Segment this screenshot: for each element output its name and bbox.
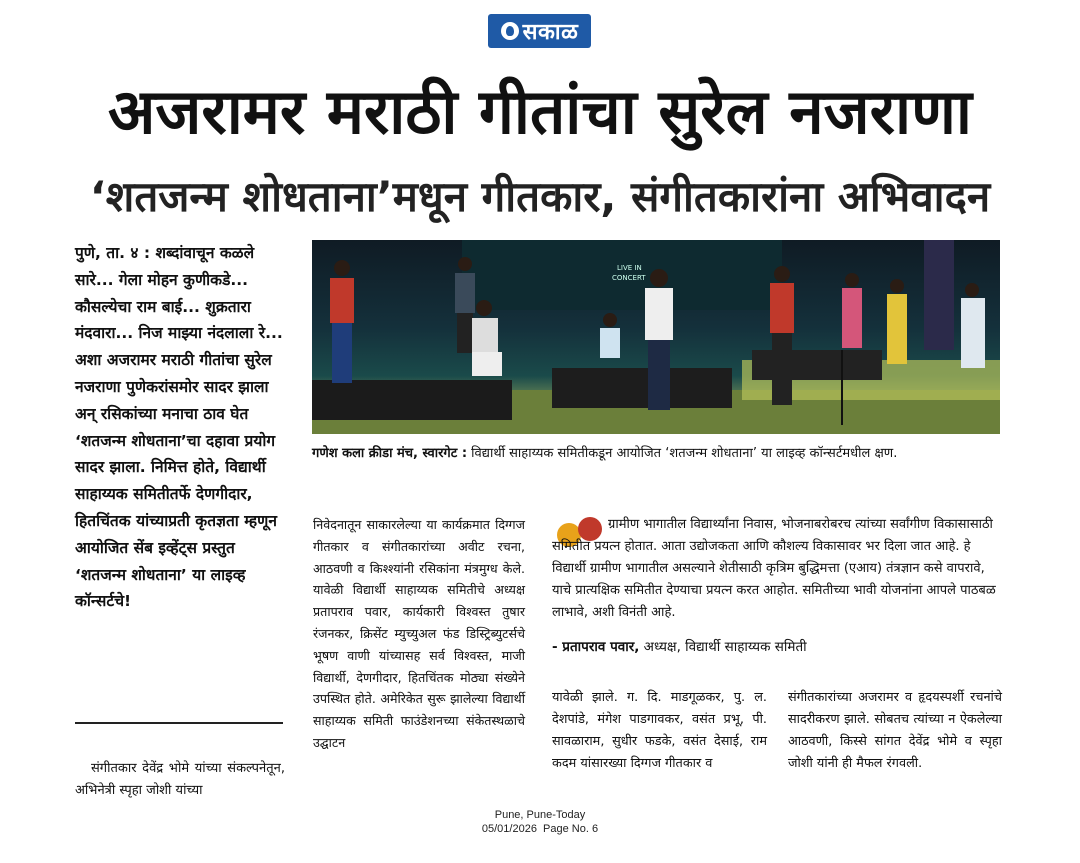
screen-text-1: LIVE IN (617, 264, 642, 272)
logo-text: सकाळ (522, 20, 579, 45)
quote-text-block (552, 514, 1002, 624)
performer-violinist (330, 260, 354, 383)
performer-singer-right (770, 266, 794, 405)
performer-tabla (472, 300, 502, 376)
headline: अजरामर मराठी गीतांचा सुरेल नजराणा (108, 75, 972, 148)
quote-text: ग्रामीण भागातील विद्यार्थ्यांना निवास, भोजनाबरोबरच त्यांच्या सर्वांगीण विकासासाठी समितीत प्रयत्न होतात. आता उद्योजकता आणि कौशल्य विकासावर भर दिला जात आहे. हे विद्यार्थी ग्रामीण भागातील असल्याने शेतीसाठी कृत्रिम बुद्धिमत्ता (एआय) तंत्रज्ञान कसे वापरावे, याचे प्रात्यक्षिक समितीत देण्याचा प्रयत्न करत आहोत. समितीच्या भावी योजनांना आपले पाठबळ लाभावे, अशी विनंती आहे. (552, 517, 996, 620)
side-banner (924, 240, 954, 350)
quote-attribution-role: अध्यक्ष, विद्यार्थी साहाय्यक समिती (639, 639, 807, 655)
sakal-logo (488, 14, 591, 48)
screen-text-2: CONCERT (612, 274, 646, 282)
caption-text: विद्यार्थी साहाय्यक समितीकडून आयोजित ‘शतजन्म शोधताना’ या लाइव्ह कॉन्सर्टमधील क्षण. (467, 446, 898, 461)
footer-edition: Pune, Pune-Today (494, 809, 586, 821)
riser-center (552, 368, 732, 408)
lead-paragraph: पुणे, ता. ४ : शब्दांवाचून कळले सारे... गेला मोहन कुणीकडे... कौसल्येचा राम बाई... शुक्रतारा मंदवारा... निज माझ्या नंदलाला रे... अशा अजरामर मराठी गीतांचा सुरेल नजराणा पुणेकरांसमोर सादर झाला अन् रसिकांच्या मनाचा ठाव घेत ‘शतजन्म शोधताना’चा दहावा प्रयोग सादर झाला. निमित्त होते, विद्यार्थी साहाय्यक समितीतर्फे देणगीदार, हितचिंतक यांच्याप्रती कृतज्ञता म्हणून आयोजित सेंब इव्हेंट्स प्रस्तुत ‘शतजन्म शोधताना’ या लाइव्ह कॉन्सर्टचे! (75, 244, 283, 611)
column2-text: निवेदनातून साकारलेल्या या कार्यक्रमात दिग्गज गीतकार व संगीतकारांच्या अवीट रचना, आठवणी व किश्श्यांनी रसिकांना मंत्रमुग्ध केले. यावेळी विद्यार्थी साहाय्यक समितीचे अध्यक्ष प्रतापराव पवार, कार्यकारी विश्वस्त तुषार रंजनकर, क्रिसेंट म्युच्युअल फंड डिस्ट्रिब्युटर्सचे भूषण वाणी यांच्यासह सर्व विश्वस्त, माजी विद्यार्थी, देणगीदार, हितचिंतक मोठ्या संख्येने उपस्थित होते. अमेरिकेत सुरू झालेल्या विद्यार्थी साहाय्यक समिती फाउंडेशनच्या संकेतस्थळाचे उद्घाटन (313, 517, 525, 750)
quote-attribution-name: - प्रतापराव पवार, (552, 639, 640, 655)
riser-right (752, 350, 882, 380)
caption-location: गणेश कला क्रीडा मंच, स्वारगेट : (312, 446, 468, 461)
column3-text: यावेळी झाले. ग. दि. माडगूळकर, पु. ल. देशपांडे, मंगेश पाडगावकर, वसंत प्रभू, पी. सावळाराम, सुधीर फडके, वसंत देसाई, राम कदम यांसारख्या दिग्गज गीतकार व (552, 690, 767, 771)
lead-divider (75, 722, 283, 724)
footer-date-page: 05/01/2026 Page No. 6 (481, 823, 599, 835)
subheadline: ‘शतजन्म शोधताना’मधून गीतकार, संगीतकारांना अभिवादन (89, 172, 991, 221)
sakal-seal-icon (501, 22, 519, 40)
column4-text: संगीतकारांच्या अजरामर व हृदयस्पर्शी रचनांचे सादरीकरण झाले. सोबतच त्यांच्या न ऐकलेल्या आठवणी, किस्से सांगत देवेंद्र भोमे व स्पृहा जोशी यांनी ही मैफल रंगवली. (788, 690, 1002, 771)
concert-photo (312, 240, 1000, 434)
riser-left (312, 380, 512, 420)
column1-bottom-text: संगीतकार देवेंद्र भोमे यांच्या संकल्पनेतून, अभिनेत्री स्पृहा जोशी यांच्या (75, 761, 285, 798)
quote-attribution (552, 636, 807, 658)
photo-caption (312, 443, 1002, 465)
performer-keyboard (600, 313, 620, 358)
concert-photo-illustration (312, 240, 1000, 434)
performer-singer-main (645, 269, 673, 410)
page-footer (0, 808, 1080, 836)
